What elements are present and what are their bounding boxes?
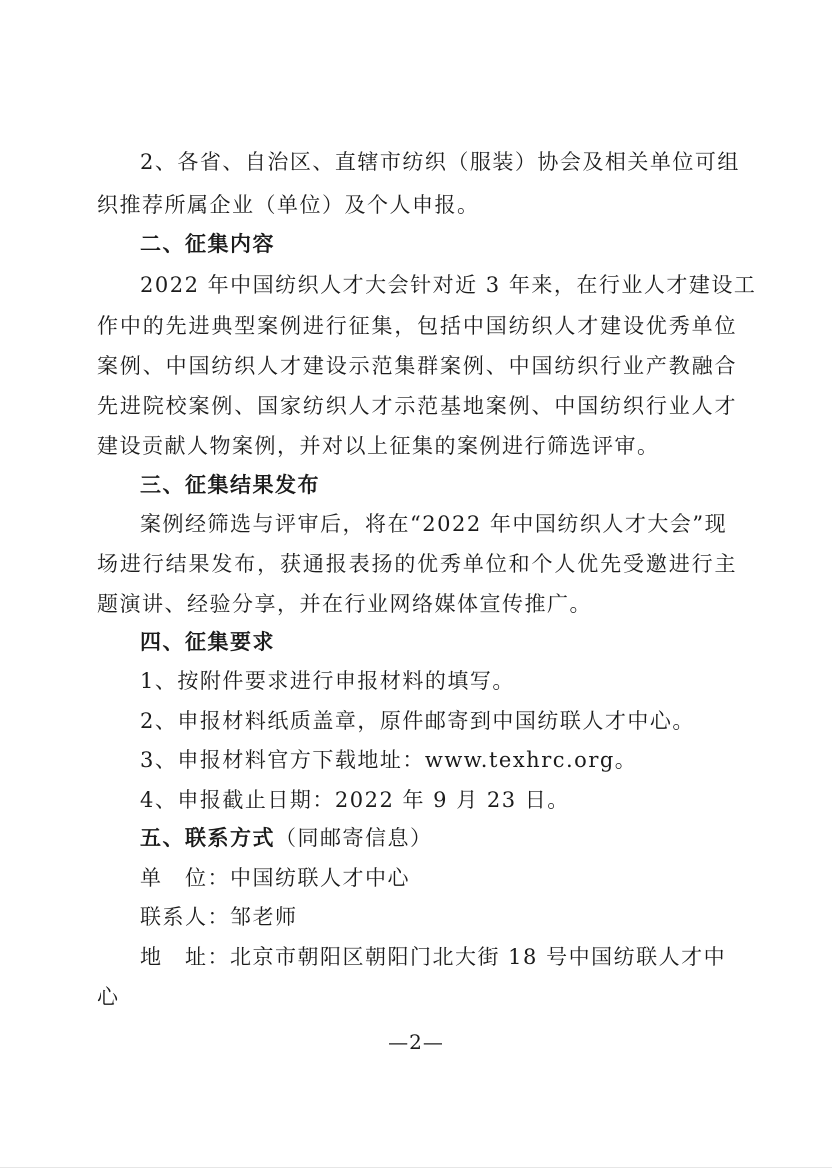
paragraph-line: 2022 年中国纺织人才大会针对近 3 年来，在行业人才建设工: [140, 273, 757, 297]
paragraph-line: 案例、中国纺织人才建设示范集群案例、中国纺织行业产教融合: [97, 354, 737, 378]
contact-heading-note: （同邮寄信息）: [275, 826, 433, 850]
paragraph-line: 2、各省、自治区、直辖市纺织（服装）协会及相关单位可组: [140, 150, 740, 174]
paragraph-line: 作中的先进典型案例进行征集，包括中国纺织人才建设优秀单位: [97, 314, 737, 338]
paragraph-line: 场进行结果发布，获通报表扬的优秀单位和个人优先受邀进行主: [97, 552, 737, 576]
contact-address: 地 址：北京市朝阳区朝阳门北大街 18 号中国纺联人才中: [140, 945, 727, 969]
section-heading-content: 二、征集内容: [140, 231, 275, 256]
paragraph-line: 案例经筛选与评审后，将在“2022 年中国纺织人才大会”现: [140, 512, 728, 536]
contact-address-continued: 心: [97, 985, 120, 1009]
page-bottom-edge: [0, 1167, 832, 1168]
paragraph-line: 题演讲、经验分享，并在行业网络媒体宣传推广。: [97, 592, 592, 616]
paragraph-line: 织推荐所属企业（单位）及个人申报。: [97, 193, 480, 217]
requirement-item: 3、申报材料官方下载地址：www.texhrc.org。: [140, 748, 638, 772]
section-heading-contact: [140, 824, 433, 852]
requirement-item: 4、申报截止日期：2022 年 9 月 23 日。: [140, 788, 570, 812]
section-heading-results: 三、征集结果发布: [140, 472, 320, 497]
paragraph-line: 先进院校案例、国家纺织人才示范基地案例、中国纺织行业人才: [97, 394, 737, 418]
paragraph-line: 建设贡献人物案例，并对以上征集的案例进行筛选评审。: [97, 434, 660, 458]
requirement-item: 2、申报材料纸质盖章，原件邮寄到中国纺联人才中心。: [140, 709, 695, 733]
contact-heading-text: 五、联系方式: [140, 825, 275, 850]
requirement-item: 1、按附件要求进行申报材料的填写。: [140, 669, 515, 693]
contact-person: 联系人：邹老师: [140, 905, 298, 929]
page-number: —2—: [388, 1030, 444, 1054]
section-heading-requirements: 四、征集要求: [140, 629, 275, 654]
contact-unit: 单 位：中国纺联人才中心: [140, 866, 410, 890]
